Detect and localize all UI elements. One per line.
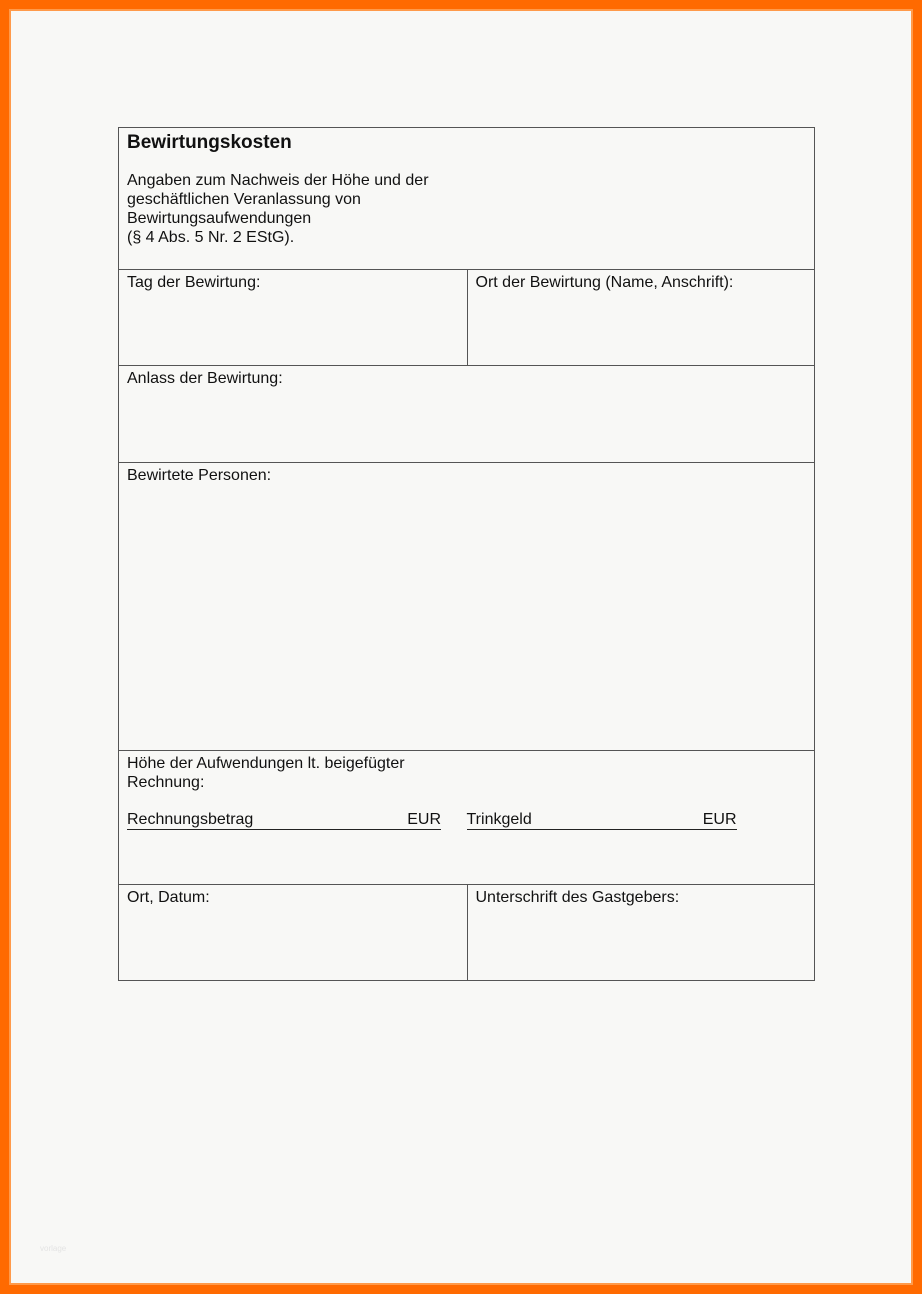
subtitle-line: geschäftlichen Veranlassung von <box>127 191 361 208</box>
day-label: Tag der Bewirtung: <box>127 274 261 291</box>
day-place-row <box>119 269 814 365</box>
guests-label: Bewirtete Personen: <box>127 467 272 484</box>
amounts-line <box>127 811 806 830</box>
place-label: Ort der Bewirtung (Name, Anschrift): <box>475 274 734 291</box>
header-cell <box>119 128 814 269</box>
tip-underline <box>467 811 737 830</box>
signature-row <box>119 884 814 980</box>
tip-currency: EUR <box>702 811 737 828</box>
place-field[interactable] <box>467 270 815 365</box>
expense-row <box>119 750 814 884</box>
header-row <box>119 128 814 269</box>
form-title: Bewirtungskosten <box>127 132 292 153</box>
place-date-field[interactable] <box>119 885 467 980</box>
signature-label: Unterschrift des Gastgebers: <box>475 889 680 906</box>
expense-label-line: Rechnung: <box>127 774 205 791</box>
place-date-label: Ort, Datum: <box>127 889 210 906</box>
occasion-row <box>119 365 814 462</box>
occasion-label: Anlass der Bewirtung: <box>127 370 283 387</box>
invoice-amount-label: Rechnungsbetrag <box>127 811 254 828</box>
guests-field[interactable] <box>119 463 814 750</box>
occasion-field[interactable] <box>119 366 814 462</box>
expense-label <box>127 754 806 792</box>
expense-label-line: Höhe der Aufwendungen lt. beigefügter <box>127 755 405 772</box>
watermark: vorlage <box>40 1244 67 1253</box>
signature-field[interactable] <box>467 885 815 980</box>
invoice-amount-field[interactable] <box>127 811 467 830</box>
guests-row <box>119 462 814 750</box>
expense-form <box>118 127 815 981</box>
subtitle-line: Bewirtungsaufwendungen <box>127 210 312 227</box>
day-field[interactable] <box>119 270 467 365</box>
tip-field[interactable] <box>467 811 807 830</box>
form-subtitle <box>127 171 457 247</box>
invoice-amount-underline <box>127 811 441 830</box>
subtitle-line: (§ 4 Abs. 5 Nr. 2 EStG). <box>127 229 295 246</box>
subtitle-line: Angaben zum Nachweis der Höhe und der <box>127 172 429 189</box>
tip-label: Trinkgeld <box>466 811 532 828</box>
expense-cell <box>119 751 814 884</box>
invoice-currency: EUR <box>407 811 441 828</box>
